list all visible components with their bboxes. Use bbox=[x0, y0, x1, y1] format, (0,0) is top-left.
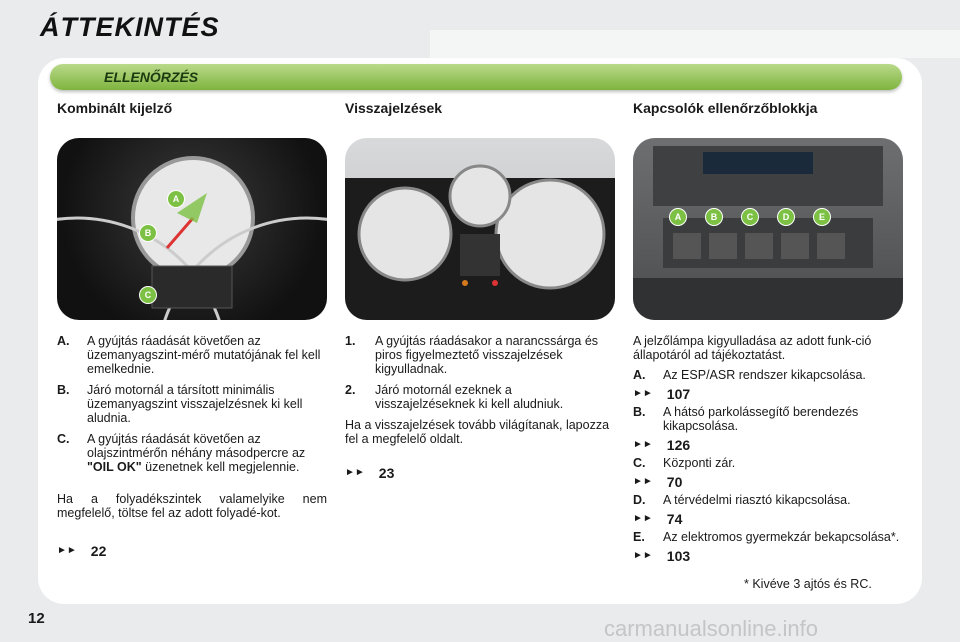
watermark: carmanualsonline.info bbox=[604, 616, 819, 641]
col3-intro: A jelzőlámpa kigyulladása az adott funk-ció állapotáról ad tájékoztatást. bbox=[633, 334, 872, 362]
ref-page: 23 bbox=[378, 465, 395, 481]
badge-b: B bbox=[705, 208, 723, 226]
item-text: A gyújtás ráadását követően az olajszintmérőn néhány másodpercre az bbox=[87, 432, 306, 460]
col1-item-b bbox=[57, 383, 327, 425]
col1-item-c bbox=[57, 432, 327, 474]
section-label: ELLENŐRZÉS bbox=[104, 69, 199, 85]
col3-ref-e[interactable] bbox=[633, 549, 903, 563]
ref-page: 22 bbox=[90, 543, 107, 559]
badge-b: B bbox=[139, 224, 157, 242]
ref-page: 126 bbox=[666, 437, 691, 453]
ref-page: 70 bbox=[666, 474, 683, 490]
item-label: 2. bbox=[345, 383, 356, 397]
item-label: 1. bbox=[345, 334, 356, 348]
double-right-arrow-icon: ►► bbox=[633, 513, 653, 524]
col1-ref[interactable] bbox=[57, 544, 327, 558]
col3-ref-c[interactable] bbox=[633, 475, 903, 489]
instrument-cluster-drawing bbox=[57, 138, 327, 320]
item-text: Járó motornál a társított minimális üzemanyagszint visszajelzésnek ki kell aludnia. bbox=[87, 383, 303, 425]
double-right-arrow-icon: ►► bbox=[633, 550, 653, 561]
double-right-arrow-icon: ►► bbox=[633, 388, 653, 399]
warning-lights-drawing bbox=[345, 138, 615, 320]
item-label: D. bbox=[633, 493, 646, 507]
col3-item-d bbox=[633, 493, 903, 507]
badge-d: D bbox=[777, 208, 795, 226]
col2-item-2 bbox=[345, 383, 615, 411]
item-text: Az elektromos gyermekzár bekapcsolása*. bbox=[663, 530, 900, 544]
badge-c: C bbox=[139, 286, 157, 304]
item-text: A gyújtás ráadását követően az üzemanyagszint-mérő mutatójának fel kell emelkednie. bbox=[87, 334, 321, 376]
instrument-cluster-photo bbox=[57, 138, 327, 320]
col3-text bbox=[633, 334, 903, 567]
switch-panel-drawing bbox=[633, 138, 903, 320]
oil-ok-message: "OIL OK" bbox=[87, 460, 142, 474]
item-text: üzenetnek kell megjelennie. bbox=[141, 460, 300, 474]
warning-lights-photo bbox=[345, 138, 615, 320]
item-label: C. bbox=[57, 432, 70, 446]
item-text: A gyújtás ráadásakor a narancssárga és piros figyelmeztető visszajelzések kigyulladnak. bbox=[375, 334, 599, 376]
item-text: Központi zár. bbox=[663, 456, 736, 470]
badge-c: C bbox=[741, 208, 759, 226]
item-label: B. bbox=[633, 405, 646, 419]
item-label: A. bbox=[57, 334, 70, 348]
page-number: 12 bbox=[28, 610, 45, 627]
col3-item-e bbox=[633, 530, 903, 544]
switch-panel-photo bbox=[633, 138, 903, 320]
col3-ref-d[interactable] bbox=[633, 512, 903, 526]
item-text: Az ESP/ASR rendszer kikapcsolása. bbox=[663, 368, 866, 382]
page-title: ÁTTEKINTÉS bbox=[40, 12, 220, 42]
ref-page: 74 bbox=[666, 511, 683, 527]
badge-a: A bbox=[669, 208, 687, 226]
col3-heading: Kapcsolók ellenőrzőblokkja bbox=[633, 100, 818, 116]
col3-item-b bbox=[633, 405, 903, 433]
badge-e: E bbox=[813, 208, 831, 226]
col3-item-c bbox=[633, 456, 903, 470]
col3-item-a bbox=[633, 368, 903, 382]
item-text: A hátsó parkolássegítő berendezés kikapcsolása. bbox=[663, 405, 859, 433]
col1-paragraph: Ha a folyadékszintek valamelyike nem megfelelő, töltse fel az adott folyadé-kot. bbox=[57, 492, 327, 520]
double-right-arrow-icon: ►► bbox=[345, 467, 365, 478]
item-text: Járó motornál ezeknek a visszajelzéseknek ki kell aludniuk. bbox=[375, 383, 564, 411]
item-text: A térvédelmi riasztó kikapcsolása. bbox=[663, 493, 851, 507]
double-right-arrow-icon: ►► bbox=[57, 545, 77, 556]
badge-a: A bbox=[167, 190, 185, 208]
col1-item-a bbox=[57, 334, 327, 376]
col3-ref-b[interactable] bbox=[633, 438, 903, 452]
header-band bbox=[430, 30, 960, 58]
ref-page: 103 bbox=[666, 548, 691, 564]
col1-heading: Kombinált kijelző bbox=[57, 100, 173, 116]
item-label: B. bbox=[57, 383, 70, 397]
section-bar bbox=[50, 64, 902, 90]
col1-text bbox=[57, 334, 327, 558]
col2-ref[interactable] bbox=[345, 466, 615, 480]
item-label: E. bbox=[633, 530, 645, 544]
item-label: A. bbox=[633, 368, 646, 382]
col2-item-1 bbox=[345, 334, 615, 376]
col2-paragraph: Ha a visszajelzések tovább világítanak, lapozza fel a megfelelő oldalt. bbox=[345, 418, 610, 446]
footnote: * Kivéve 3 ajtós és RC. bbox=[744, 577, 872, 591]
ref-page: 107 bbox=[666, 386, 691, 402]
item-label: C. bbox=[633, 456, 646, 470]
col3-ref-a[interactable] bbox=[633, 387, 903, 401]
col2-text bbox=[345, 334, 615, 480]
col2-heading: Visszajelzések bbox=[345, 100, 443, 116]
double-right-arrow-icon: ►► bbox=[633, 439, 653, 450]
double-right-arrow-icon: ►► bbox=[633, 476, 653, 487]
